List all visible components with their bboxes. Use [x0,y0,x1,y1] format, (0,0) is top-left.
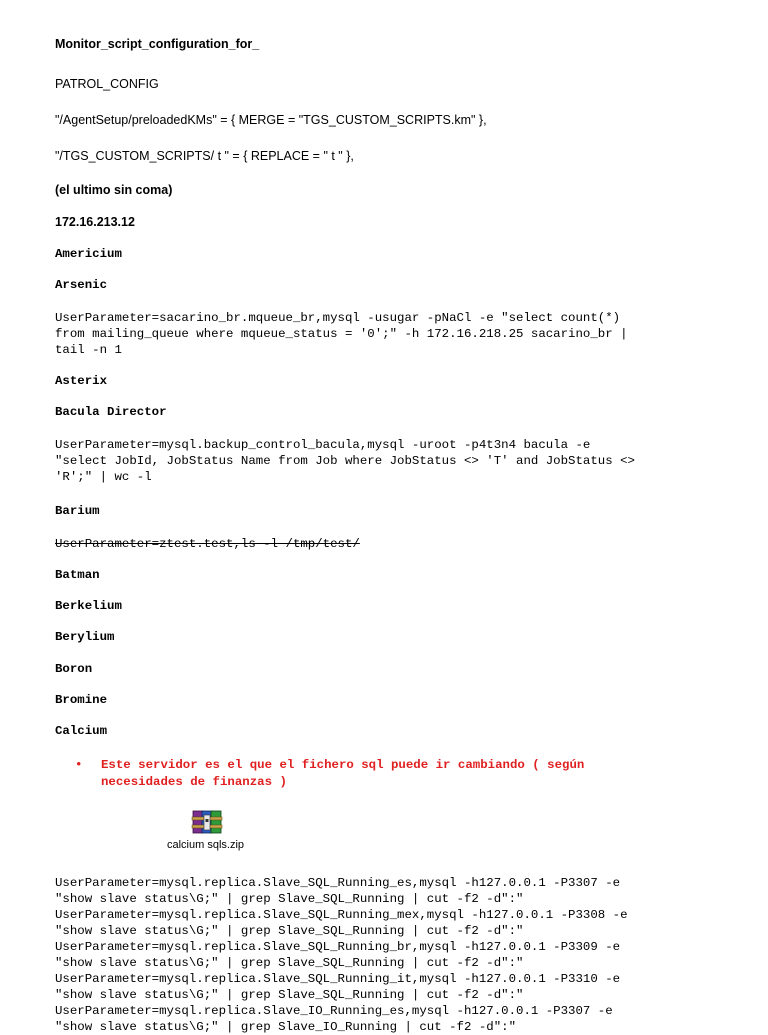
calcium-note-text: Este servidor es el que el fichero sql puede ir cambiando ( según necesidades de finanzas ) [101,758,585,789]
host-boron: Boron [55,662,93,676]
host-batman: Batman [55,568,100,582]
host-calcium: Calcium [55,724,108,738]
tgs-custom-scripts-line: "/TGS_CUSTOM_SCRIPTS/ t " = { REPLACE = " t " }, [55,149,354,163]
host-arsenic: Arsenic [55,278,108,292]
bacula-user-parameter: UserParameter=mysql.backup_control_bacula,mysql -uroot -p4t3n4 bacula -e "select JobId, JobStatus Name from Job where JobStatus <> 'T' and JobStatus <> 'R';" | wc -l [55,438,635,484]
host-americium: Americium [55,247,122,261]
host-bacula-director: Bacula Director [55,405,167,419]
host-barium: Barium [55,504,100,518]
ip-address: 172.16.213.12 [55,215,135,229]
no-comma-note: (el ultimo sin coma) [55,183,173,197]
patrol-config-heading: PATROL_CONFIG [55,77,159,91]
barium-user-parameter-struck: UserParameter=ztest.test,ls -l /tmp/test/ [55,537,360,551]
agent-setup-line: "/AgentSetup/preloadedKMs" = { MERGE = "TGS_CUSTOM_SCRIPTS.km" }, [55,113,487,127]
host-berkelium: Berkelium [55,599,122,613]
arsenic-user-parameter: UserParameter=sacarino_br.mqueue_br,mysql -usugar -pNaCl -e "select count(*) from mailing_queue where mqueue_status = '0';" -h 172.16.218.25 sacarino_br | tail -n 1 [55,311,628,357]
host-berylium: Berylium [55,630,115,644]
bullet-icon: • [75,758,83,772]
calcium-user-parameters: UserParameter=mysql.replica.Slave_SQL_Running_es,mysql -h127.0.0.1 -P3307 -e "show slave status\G;" | grep Slave_SQL_Running | cut -f2 -d":" UserParameter=mysql.replica.Slave_SQL_Running_mex,mysql -h127.0.0.1 -P3308 -e "show slave status\G;" | grep Slave_SQL_Running | cut -f2 -d":" UserParameter=mysql.replica.Slave_SQL_Running_br,mysql -h127.0.0.1 -P3309 -e "show slave status\G;" | grep Slave_SQL_Running | cut -f2 -d":" UserParameter=mysql.replica.Slave_SQL_Running_it,mysql -h127.0.0.1 -P3310 -e "show slave status\G;" | grep Slave_SQL_Running | cut -f2 -d":" UserParameter=mysql.replica.Slave_IO_Running_es,mysql -h127.0.0.1 -P3307 -e "show slave status\G;" | grep Slave_IO_Running | cut -f2 -d":" [55,876,628,1034]
host-asterix: Asterix [55,374,108,388]
document-title: Monitor_script_configuration_for_ [55,37,260,51]
winrar-archive-icon [191,808,223,836]
host-bromine: Bromine [55,693,108,707]
attachment-label: calcium sqls.zip [167,839,245,851]
